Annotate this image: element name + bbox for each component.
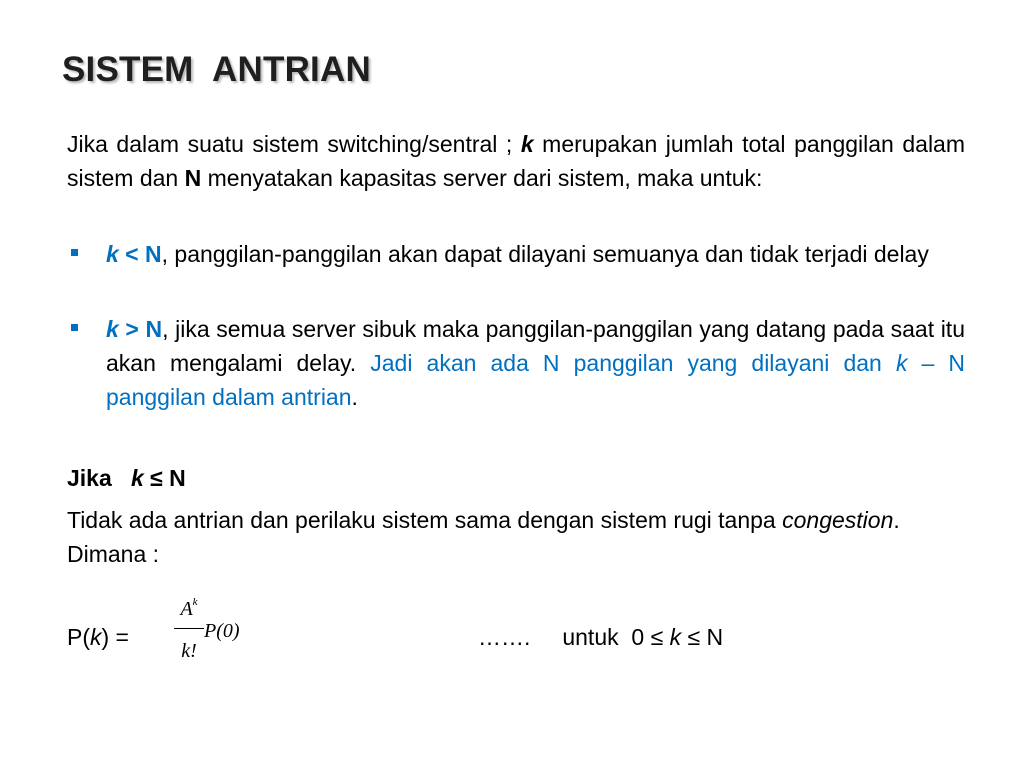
numerator-exponent: k [192,596,198,608]
intro-text-1: Jika dalam suatu sistem switching/sentral ; [67,131,521,157]
formula-p-zero: P(0) [204,620,240,642]
bullet-2-text: jika semua server sibuk maka panggilan-panggilan yang datang pada saat itu akan mengalami delay. [106,316,965,376]
bullet-1-comma: , [161,241,169,267]
formula-p: P( [67,624,90,650]
square-bullet-icon [71,249,78,256]
description-text-2: . Dimana : [67,507,900,567]
fraction-numerator [172,596,206,621]
intro-text-3: menyatakan kapasitas server dari sistem, maka untuk: [201,165,763,191]
bullet-item-2 [67,312,965,414]
formula-range-end: ≤ N [681,624,724,650]
description-text-1: Tidak ada antrian dan perilaku sistem sama dengan sistem rugi tanpa [67,507,783,533]
bullet-2-op: > [118,316,146,342]
formula-equals: ) = [101,624,129,650]
bullet-item-1 [67,237,965,271]
condition-heading [67,461,186,495]
formula-lhs [67,620,129,654]
intro-text-2: merupakan jumlah total panggilan dalam sistem dan [67,131,966,191]
description-italic: congestion [782,507,894,533]
bullet-2-end: . [351,384,358,410]
bullet-1-text: panggilan-panggilan akan dapat dilayani semuanya dan tidak terjadi delay [168,241,929,267]
formula-dots-untuk: ……. untuk 0 ≤ [478,624,670,650]
fraction-bar [174,628,204,629]
bullet-2-k: k [106,316,119,342]
description-paragraph [67,503,967,571]
intro-k: k [520,131,534,157]
bullet-2-comma: , [162,316,169,342]
intro-N: N [184,165,202,191]
numerator-A: A [180,598,193,620]
condition-k: k [130,465,144,491]
slide-title: SISTEM ANTRIAN [62,50,371,89]
formula-k: k [90,624,102,650]
formula-range [478,620,723,654]
bullet-1-op: < [118,241,146,267]
bullet-2-blue-text-2: – N panggilan dalam antrian [106,350,965,410]
bullet-2-blue-k: k [895,350,908,376]
condition-jika: Jika [67,465,131,491]
square-bullet-icon [71,324,78,331]
bullet-2-blue-text-1: Jadi akan ada N panggilan yang dilayani dan [370,350,896,376]
bullet-2-N: N [145,316,163,342]
bullet-1-N: N [145,241,162,267]
intro-paragraph [67,127,965,195]
formula-range-k: k [669,624,682,650]
condition-rest: ≤ N [143,465,186,491]
fraction-denominator: k! [181,640,197,662]
bullet-1-k: k [106,241,119,267]
